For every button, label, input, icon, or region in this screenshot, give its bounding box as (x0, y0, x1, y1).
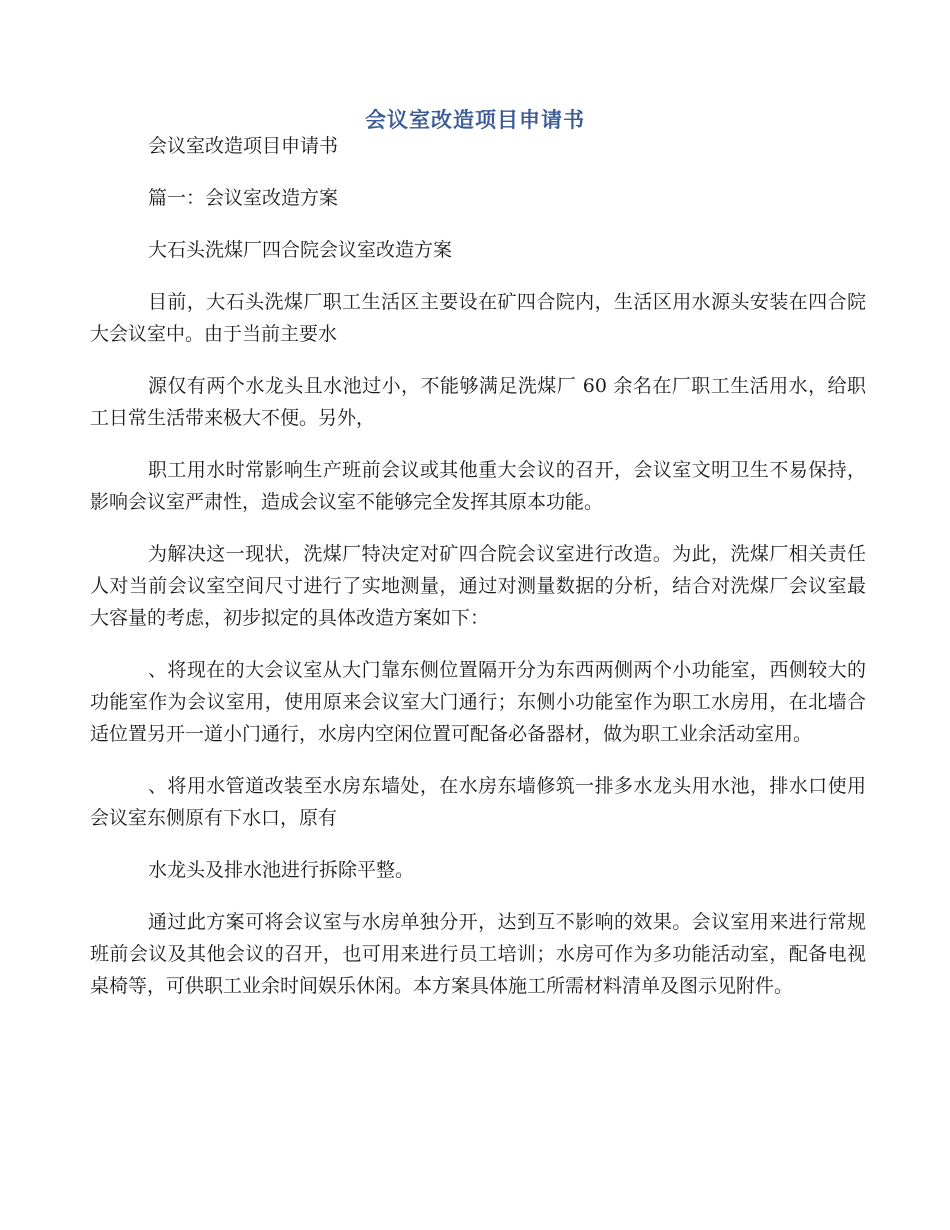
paragraph-plan-title: 大石头洗煤厂四合院会议室改造方案 (148, 239, 453, 261)
paragraph-decision: 为解决这一现状，洗煤厂特决定对矿四合院会议室进行改造。为此，洗煤厂相关责任人对当前会议室空间尺寸进行了实地测量，通过对测量数据的分析，结合对洗煤厂会议室最大容量的考虑，初步拟定的具体改造方案如下： (90, 543, 866, 629)
paragraph-impact: 职工用水时常影响生产班前会议或其他重大会议的召开，会议室文明卫生不易保持，影响会议室严肃性，造成会议室不能够完全发挥其原本功能。 (90, 459, 866, 513)
paragraph-step-two: 、将用水管道改装至水房东墙处，在水房东墙修筑一排多水龙头用水池，排水口使用会议室东侧原有下水口，原有 (90, 775, 866, 829)
paragraph-conclusion: 通过此方案可将会议室与水房单独分开，达到互不影响的效果。会议室用来进行常规班前会议及其他会议的召开，也可用来进行员工培训；水房可作为多功能活动室，配备电视桌椅等，可供职工业余时间娱乐休闲。本方案具体施工所需材料清单及图示见附件。 (90, 911, 866, 997)
document-body (90, 130, 866, 1022)
paragraph-step-one: 、将现在的大会议室从大门靠东侧位置隔开分为东西两侧两个小功能室，西侧较大的功能室作为会议室用，使用原来会议室大门通行；东侧小功能室作为职工水房用，在北墙合适位置另开一道小门通行，水房内空闲位置可配备必备器材，做为职工业余活动室用。 (90, 659, 866, 745)
paragraph-water-source: 源仅有两个水龙头且水池过小，不能够满足洗煤厂 60 余名在厂职工生活用水，给职工日常生活带来极大不便。另外， (90, 375, 866, 429)
document-title: 会议室改造项目申请书 (365, 107, 585, 132)
paragraph-background: 目前，大石头洗煤厂职工生活区主要设在矿四合院内，生活区用水源头安装在四合院大会议室中。由于当前主要水 (90, 291, 866, 345)
paragraph-chapter-heading: 篇一：会议室改造方案 (148, 187, 339, 209)
paragraph-doc-name: 会议室改造项目申请书 (148, 135, 339, 157)
paragraph-step-two-continued: 水龙头及排水池进行拆除平整。 (148, 859, 415, 881)
